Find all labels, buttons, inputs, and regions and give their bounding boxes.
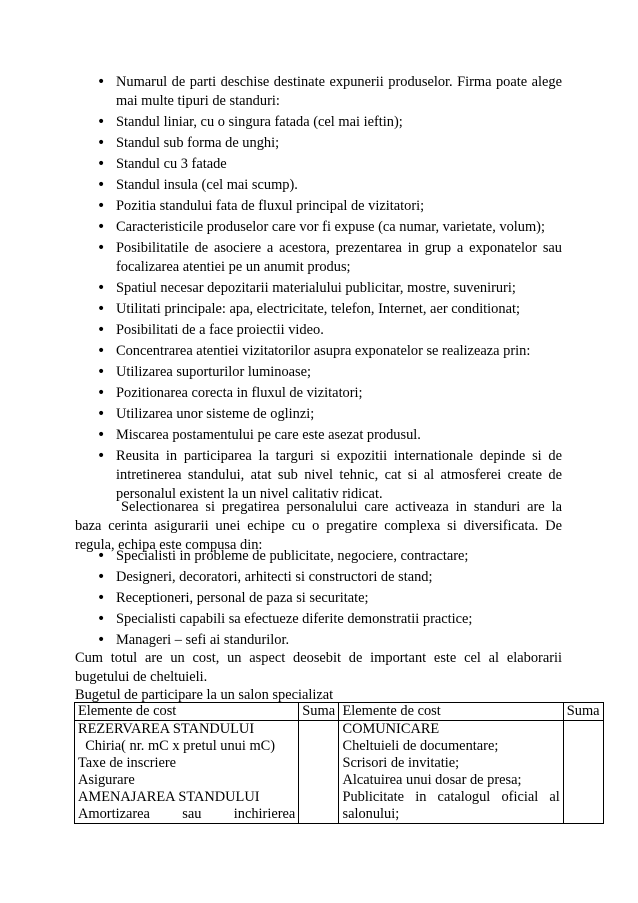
left-amount-cell	[299, 721, 339, 824]
list-item: • Utilizarea unor sisteme de oglinzi;	[80, 405, 562, 424]
header-amount-left: Suma	[299, 703, 339, 721]
header-amount-right: Suma	[563, 703, 603, 721]
list-item: • Pozitia standului fata de fluxul principal de vizitatori;	[80, 197, 562, 216]
left-line: Chiria( nr. mC x pretul unui mC)	[78, 738, 276, 754]
list-item: • Spatiul necesar depozitarii materialului publicitar, mostre, suveniruri;	[80, 279, 562, 298]
right-line: salonului;	[342, 806, 400, 822]
list-item: • Pozitionarea corecta in fluxul de vizitatori;	[80, 384, 562, 403]
list-item: • Standul sub forma de unghi;	[80, 134, 562, 153]
left-line: Asigurare	[78, 772, 135, 788]
right-line: COMUNICARE	[342, 721, 440, 737]
list-item: • Posibilitati de a face proiectii video.	[80, 321, 562, 340]
list-item: • Specialisti capabili sa efectueze diferite demonstratii practice;	[80, 610, 562, 629]
header-cost-elements-left: Elemente de cost	[75, 703, 299, 721]
list-item: • Receptioneri, personal de paza si securitate;	[80, 589, 562, 608]
budget-table	[74, 702, 604, 824]
list-item: • Posibilitatile de asociere a acestora, prezentarea in grup a exponatelor sau focalizarea atentiei pe un anumit produs;	[80, 239, 562, 277]
left-line: Taxe de inscriere	[78, 755, 177, 771]
list-item: • Utilizarea suporturilor luminoase;	[80, 363, 562, 382]
team-composition-list	[80, 547, 562, 652]
list-item: • Caracteristicile produselor care vor fi expuse (ca numar, varietate, volum);	[80, 218, 562, 237]
left-line: REZERVAREA STANDULUI	[78, 721, 255, 737]
list-item: • Utilitati principale: apa, electricitate, telefon, Internet, aer conditionat;	[80, 300, 562, 319]
right-line: Publicitate in catalogul oficial al	[342, 789, 560, 805]
list-item: • Concentrarea atentiei vizitatorilor asupra exponatelor se realizeaza prin:	[80, 342, 562, 361]
right-line: Cheltuieli de documentare;	[342, 738, 499, 754]
list-item: • Designeri, decoratori, arhitecti si constructori de stand;	[80, 568, 562, 587]
cost-paragraph: Cum totul are un cost, un aspect deosebit de important este cel al elaborarii bugetului de cheltuieli.	[75, 650, 562, 685]
right-line: Alcatuirea unui dosar de presa;	[342, 772, 522, 788]
header-cost-elements-right: Elemente de cost	[339, 703, 563, 721]
list-item: • Numarul de parti deschise destinate expunerii produselor. Firma poate alege mai multe tipuri de standuri:	[80, 73, 562, 111]
left-line: Amortizarea sau inchirierea	[78, 806, 296, 822]
list-item: • Standul cu 3 fatade	[80, 155, 562, 174]
staff-selection-paragraph: Selectionarea si pregatirea personalului care activeaza in standuri are la baza cerinta asigurarii unei echipe cu o pregatire complexa si diversificata. De regula, echipa este compusa din:	[75, 499, 562, 553]
left-cost-cell	[75, 721, 299, 824]
budget-table-title: Bugetul de participare la un salon specializat	[75, 687, 334, 703]
list-item: • Specialisti in probleme de publicitate, negociere, contractare;	[80, 547, 562, 566]
list-item: • Standul insula (cel mai scump).	[80, 176, 562, 195]
left-line: AMENAJAREA STANDULUI	[78, 789, 260, 805]
list-item: • Reusita in participarea la targuri si expozitii internationale depinde si de intretinerea standului, atat sub nivel tehnic, cat si al atmosferei create de personalul existent la un nivel calitativ ridicat.	[80, 447, 562, 504]
right-cost-cell	[339, 721, 563, 824]
right-amount-cell	[563, 721, 603, 824]
table-row	[75, 721, 604, 824]
list-item: • Standul liniar, cu o singura fatada (cel mai ieftin);	[80, 113, 562, 132]
list-item: • Manageri – sefi ai standurilor.	[80, 631, 562, 650]
list-item: • Miscarea postamentului pe care este asezat produsul.	[80, 426, 562, 445]
right-line: Scrisori de invitatie;	[342, 755, 460, 771]
stand-criteria-list	[80, 73, 562, 506]
table-header-row	[75, 703, 604, 721]
